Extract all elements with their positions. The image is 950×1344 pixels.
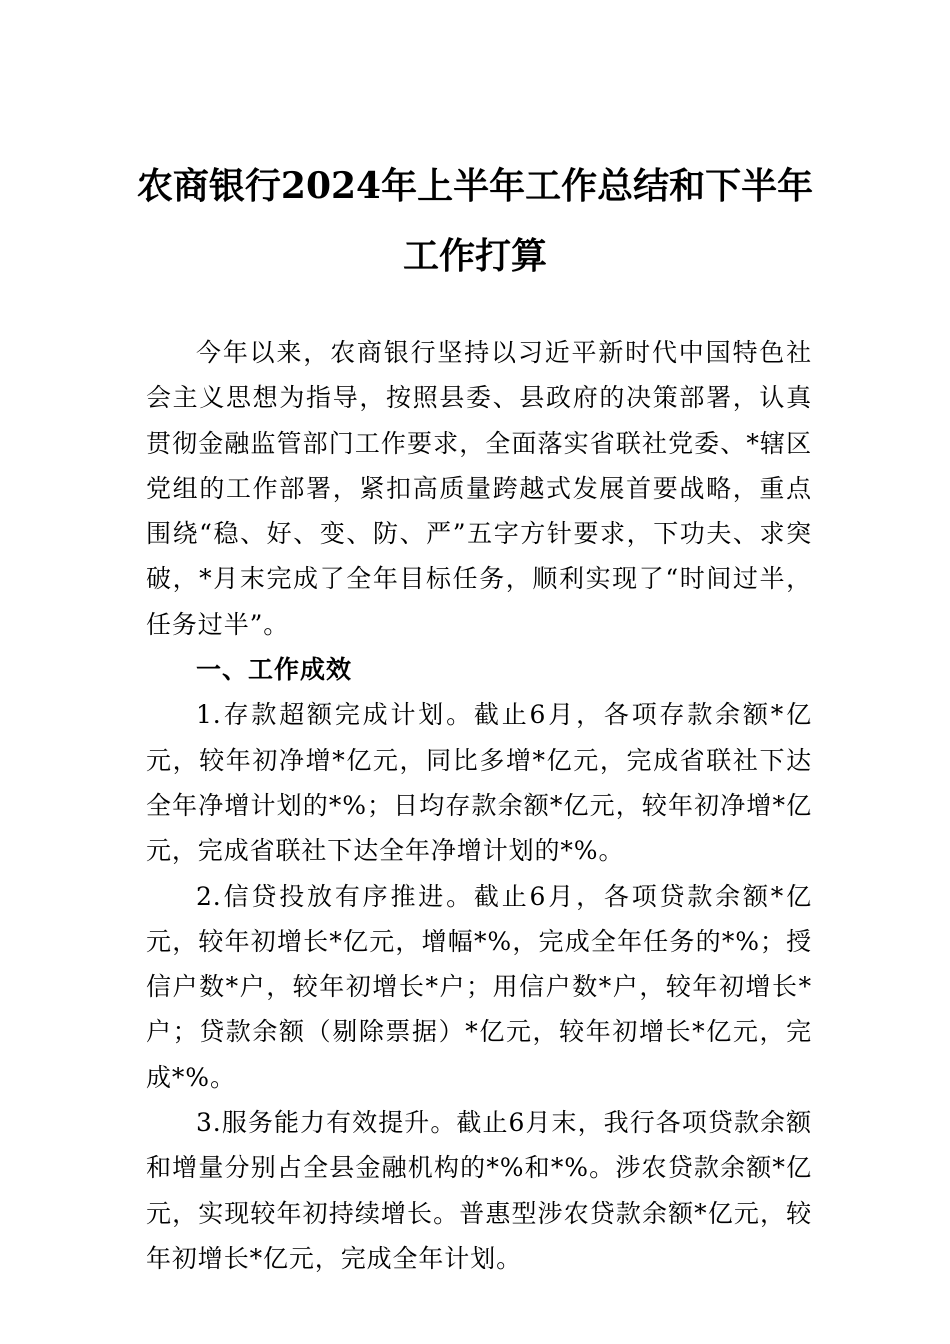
document-body (146, 330, 812, 1281)
item-paragraph-1: 1.存款超额完成计划。截止6月，各项存款余额*亿元，较年初净增*亿元，同比多增*亿元，完成省联社下达全年净增计划的*%；日均存款余额*亿元，较年初净增*亿元，完成省联社下达全年净增计划的*%。 (146, 700, 812, 866)
intro-paragraph: 今年以来，农商银行坚持以习近平新时代中国特色社会主义思想为指导，按照县委、县政府的决策部署，认真贯彻金融监管部门工作要求，全面落实省联社党委、*辖区党组的工作部署，紧扣高质量跨越式发展首要战略，重点围绕“稳、好、变、防、严”五字方针要求，下功夫、求突破，*月末完成了全年目标任务，顺利实现了“时间过半，任务过半”。 (146, 338, 812, 639)
document-title-line-1: 农商银行2024年上半年工作总结和下半年 (136, 165, 814, 207)
section-heading: 一、工作成效 (196, 655, 353, 685)
item-paragraph-3: 3.服务能力有效提升。截止6月末，我行各项贷款余额和增量分别占全县金融机构的*%和*%。涉农贷款余额*亿元，实现较年初持续增长。普惠型涉农贷款余额*亿元，较年初增长*亿元，完成全年计划。 (146, 1108, 812, 1273)
item-paragraph-2: 2.信贷投放有序推进。截止6月，各项贷款余额*亿元，较年初增长*亿元，增幅*%，完成全年任务的*%；授信户数*户，较年初增长*户；用信户数*户，较年初增长*户；贷款余额（剔除票据）*亿元，较年初增长*亿元，完成*%。 (146, 881, 812, 1092)
document-title-line-2: 工作打算 (402, 235, 547, 277)
